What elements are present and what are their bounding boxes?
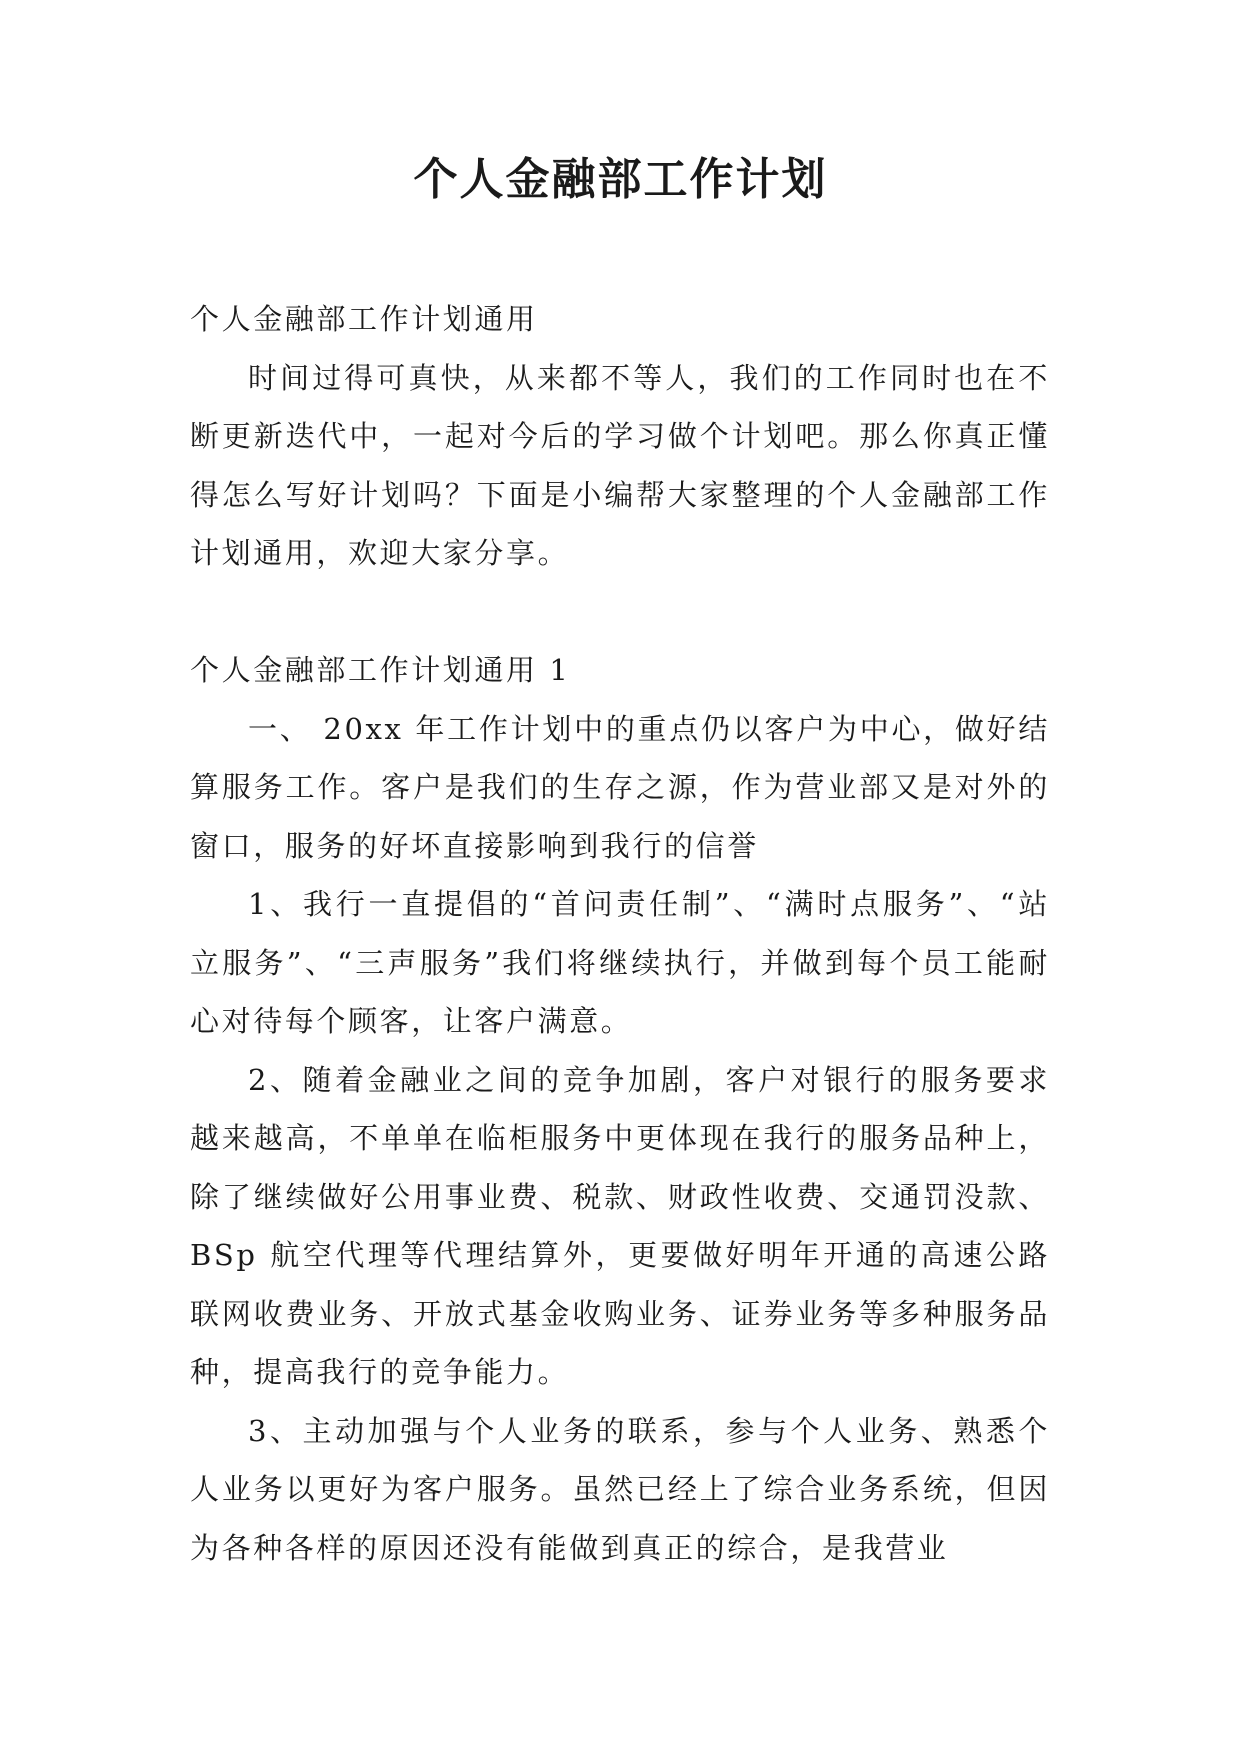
subtitle: 个人金融部工作计划通用 [190, 302, 538, 336]
body-paragraph: 2、随着金融业之间的竞争加剧，客户对银行的服务要求越来越高，不单单在临柜服务中更体现在我行的服务品种上，除了继续做好公用事业费、税款、财政性收费、交通罚没款、BSp 航空代理等代理结算外，更要做好明年开通的高速公路联网收费业务、开放式基金收购业务、证券业务等多种服务品种，提高我行的竞争能力。 [190, 1062, 1050, 1389]
document-title: 个人金融部工作计划 [413, 154, 828, 205]
paragraph-spacer [190, 583, 1050, 642]
intro-paragraph: 时间过得可真快，从来都不等人，我们的工作同时也在不断更新迭代中，一起对今后的学习做个计划吧。那么你真正懂得怎么写好计划吗？下面是小编帮大家整理的个人金融部工作计划通用，欢迎大家分享。 [190, 360, 1050, 570]
section-heading: 个人金融部工作计划通用 1 [190, 653, 571, 687]
document-body [190, 290, 1050, 1577]
body-paragraph: 一、 20xx 年工作计划中的重点仍以客户为中心，做好结算服务工作。客户是我们的生存之源，作为营业部又是对外的窗口，服务的好坏直接影响到我行的信誉 [190, 711, 1050, 863]
body-paragraph: 1、我行一直提倡的“首问责任制”、“满时点服务”、“站立服务”、“三声服务”我们将继续执行，并做到每个员工能耐心对待每个顾客，让客户满意。 [190, 887, 1050, 1038]
body-paragraph: 3、主动加强与个人业务的联系，参与个人业务、熟悉个人业务以更好为客户服务。虽然已经上了综合业务系统，但因为各种各样的原因还没有能做到真正的综合，是我营业 [190, 1413, 1050, 1565]
